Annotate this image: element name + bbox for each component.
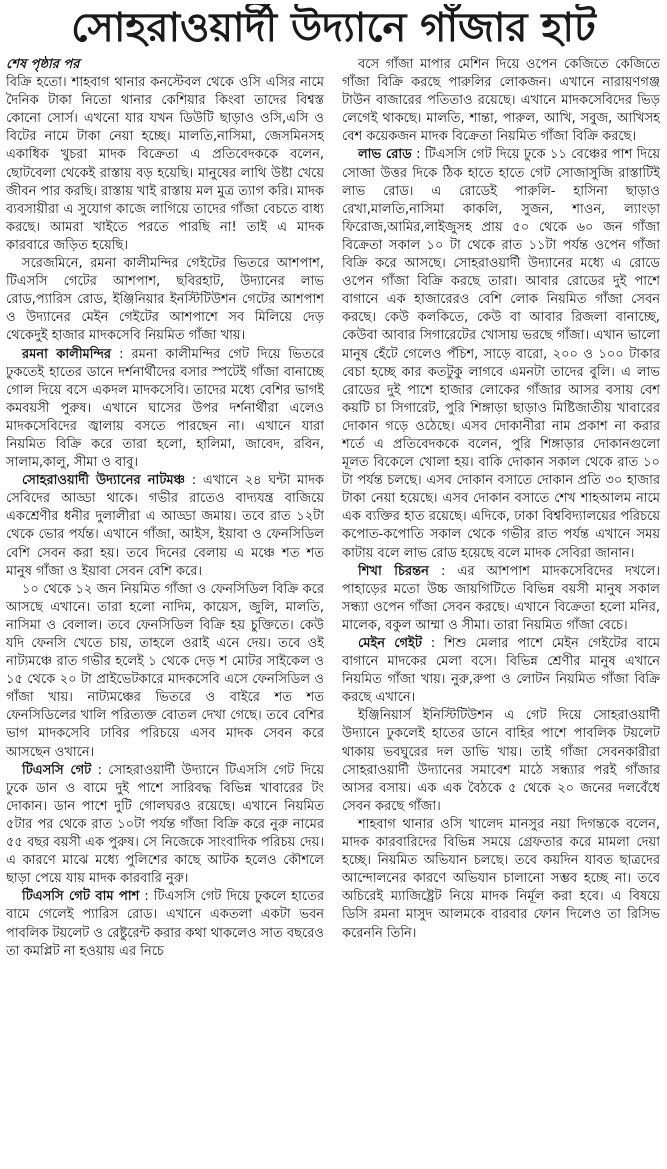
article-paragraph [6, 255, 324, 345]
article-paragraph [342, 816, 660, 943]
article-paragraph [6, 762, 324, 889]
article-paragraph [6, 581, 324, 762]
article-paragraph [6, 472, 324, 581]
article-paragraph [6, 74, 324, 255]
paragraph-text: : এর আশপাশ মাদকসেবিদের দখলে। পাহাড়ের মতো উচ্চ জায়গিটিতে বিভিন্ন বয়সী মানুষ সকাল সন্ধ্যা ওপেন গাঁজা সেবন করছে। এখানে বিক্রেতা হলো মনির, মালেক, বকুল আম্মা ও সীমা। তারা নিয়মিত গাঁজা বেচে। [342, 563, 660, 633]
paragraph-text: শাহবাগ থানার ওসি খালেদ মানসুর নয়া দিগন্তকে বলেন, মাদক কারবারিদের বিভিন্ন সময়ে গ্রেফতার করে মামলা দেয়া হচ্ছে। নিয়মিত অভিযান চলছে। তবে কয়দিন যাবত ছাত্রদের আন্দোলনের কারণে অভিযান চালানো সম্ভব হচ্ছে না। তবে অচিরেই ম্যাজিষ্ট্রেট নিয়ে মাদক নির্মূল করা হবে। এ বিষয়ে ডিসি রমনা মাসুদ আলমকে বারবার ফোন দিলেও তা রিসিভ করেননি তিনি। [342, 816, 660, 941]
paragraph-text: বসে গাঁজা মাপার মেশিন দিয়ে ওপেন কেজিতে কেজিতে গাঁজা বিক্রি করছে পারুলির লোকজন। এখানে নারায়ণগঞ্জ টাউন বাজারের পতিতাও রয়েছে। এখানে মাদকসেবিদের ভিড় লেগেই থাকছে। মালতি, শান্তা, পারুল, আখি, সবুজ, আখিসহ বেশ কয়েকজন মাদক বিক্রেতা নিয়মিত গাঁজা বিক্রি করছে। [342, 57, 660, 145]
article-paragraph [342, 146, 660, 562]
article-paragraph [342, 635, 660, 707]
paragraph-text: : রমনা কালীমন্দির গেট দিয়ে ভিতরে ঢুকতেই হাতের ডানে দর্শনার্থীদের বসার স্পটেই গাঁজা বানাচ্ছে গোল দিয়ে বসে একদল মাদকসেবি। তাদের মধ্যে বেশির ভাগই কমবয়সী পুরুষ। এখানে ঘাসের উপর দর্শনার্থীরা এলেও মাদকসেবিদের জ্বালায় বসতে পারছেন না। এখানে যারা নিয়মিত বিক্রি করে তারা হলো, হালিমা, জাবেদ, রবিন, সালাম,কালু, সীমা ও বাবু। [6, 346, 324, 471]
continued-from-label: শেষ পৃষ্ঠার পর [6, 57, 80, 72]
subheading: মেইন গেইট [358, 636, 422, 651]
subheading: শিখা চিরন্তন [358, 563, 429, 579]
headline: সোহরাওয়ার্দী উদ্যানে গাঁজার হাট [71, 5, 596, 51]
article-paragraph [342, 56, 660, 146]
paragraph-text: : এখানে ২৪ ঘন্টা মাদক সেবিদের আড্ডা থাকে। গভীর রাতেও বাদ্যযন্ত্র বাজিয়ে একশ্রেণীর ধনীর দুলালীরা এ আড্ডা জমায়। তবে রাত ১২টা থেকে ভোর পর্যন্ত। এখানে গাঁজা, আইস, ইয়াবা ও ফেনসিডিল বেশি সেবন করা হয়। তবে দিনের বেলায় এ মঞ্চে শত শত মানুষ গাঁজা ও ইয়াবা সেবন বেশি করে। [6, 473, 324, 579]
paragraph-text: : শিশু মেলার পাশে মেইন গেইটের বামে বাগানে মাদকের মেলা বসে। বিভিন্ন শ্রেণীর মানুষ এখানে নিয়মিত গাঁজা খায়। নুরু,রুপা ও লোটন নিয়মিত গাঁজা বিক্রি করছে এখানে। [342, 636, 660, 706]
subheading: লাভ রোড [358, 147, 412, 163]
subheading: টিএসসি গেট [22, 762, 92, 778]
article-paragraph [6, 346, 324, 473]
article-column-left [6, 56, 324, 1164]
paragraph-text: : সোহরাওয়ার্দী উদ্যানে টিএসসি গেট দিয়ে ঢুকে ডান ও বামে দুই পাশে সারিবদ্ধ বিভিন্ন খাবারের টং দোকান। ডান পাশে দুটি গোলঘরও রয়েছে। এখানে নিয়মিত ৫টার পর থেকে রাত ১০টা পর্যন্ত গাঁজা বিক্রি করে নুরু নামের ৫৫ বছর বয়সী এক পুরুষ। সে নিজেকে সাংবাদিক পরিচয় দেয়। এ কারণে মাঝে মধ্যে পুলিশের কাছে আটক হলেও কৌশলে ছাড়া পেয়ে যায় মাদক কারবারি নুরু। [6, 762, 324, 887]
paragraph-text: ১০ থেকে ১২ জন নিয়মিত গাঁজা ও ফেনসিডিল বিক্রি করে আসছে এখানে। তারা হলো নাদিম, কায়েস, জুলি, মালতি, নাসিমা ও বেলাল। তবে ফেনসিডিল বিক্রি হয় চুক্তিতে। কেউ যদি ফেনসি খেতে চায়, তাহলে ওরাই এনে দেয়। তবে ওই নাট্যমঞ্চে রাত গভীর হলেই ১ থেকে দেড় শ মোটর সাইকেল ও ১৫ থেকে ২০ টা প্রাইভেটকারে মাদকসেবি এসে ফেনসিডিল ও গাঁজা খায়। নাট্যমঞ্চের ভিতরে ও বাইরে শত শত ফেনসিডিলের খালি পরিত্যক্ত বোতল দেখা গেছে। তবে বেশির ভাগ মাদকসেবি ঢাবির পরিচয়ে এসব মাদক সেবন করে আসছেন ওখানে। [6, 581, 324, 760]
subheading: রমনা কালীমন্দির [22, 346, 112, 362]
paragraph-text: সরেজমিনে, রমনা কালীমন্দির গেইটের ভিতরে আশপাশ, টিএসসি গেটের আশপাশ, ছবিরহাট, উদ্যানের লাভ রোড,প্যারিস রোড, ইঞ্জিনিয়ার ইনস্টিটিউশন গেটের আশপাশ ও উদ্যানের মেইন গেইটের আশপাশে সব মিলিয়ে দেড় থেকেদুই হাজার মাদকসেবি নিয়মিত গাঁজা খায়। [6, 256, 324, 344]
subheading: টিএসসি গেট বাম পাশ [22, 889, 140, 905]
paragraph-text: : টিএসসি গেট দিয়ে ঢুকলে হাতের বামে গেলেই প্যারিস রোড। এখানে একতলা একটা ভবন পাবলিক টয়লেট ও রেষ্টুরেন্ট করার কথা থাকলেও সাত বছরেও তা কমপ্লিট না হওয়ায় এর নিচে [6, 889, 324, 959]
paragraph-text: ইঞ্জিনিয়ার্স ইনিস্টিটিউশন এ গেট দিয়ে সোহরাওয়ার্দী উদ্যানে ঢুকলেই হাতের ডানে বাহির পাশে পাবলিক টয়লেট থাকায় ভবঘুরের দল ডাভি খায়। তাই গাঁজা সেবনকারীরা সোহরাওয়ার্দী উদ্যানের সমাবেশ মাঠে সন্ধ্যার পরই গাঁজার আসর বসায়। এক এক বৈঠকে ৫ থেকে ২০ জনের দলবেঁধে সেবন করছে গাঁজা। [342, 708, 660, 814]
paragraph-text: : টিএসসি গেট দিয়ে ঢুকে ১১ বেঞ্চের পাশ দিয়ে সোজা উত্তর দিকে ঠিক হাতে হাতে গেট সোজাসুজি রাস্তাটিই লাভ রোড। এ রোডেই পারুলি- হাসিনা ছাড়াও রেখা,মালতি,নাসিমা কাকলি, সুজন, শাওন, ল্যাংড়া ফিরোজ,আমির,লাইজুসহ প্রায় ৫০ থেকে ৬০ জন গাঁজা বিক্রেতা সকাল ১০ টা থেকে রাত ১১টা পর্যন্ত ওপেন গাঁজা বিক্রি করে আসছে। সোহরাওয়ার্দী উদ্যানের মধ্যে এ রোডে ওপেন গাঁজা বিক্রি করছে তারা। আবার রোডের দুই পাশে বাগানে এক হাজারেরও বেশি লোক নিয়মিত গাঁজা সেবন করছে। কেউ কলকিতে, কেউ বা আবার রিজলা বানাচ্ছে, কেউবা আবার সিগারেটের খোসায় ভরছে গাঁজা। এখান ভালো মানুষ হেঁটে গেলেও পঁচিশ, সাড়ে বারো, ২০০ ও ১০০ টাকার বেচা হচ্ছে কার কতটুকু লাগবে এমনটা তাদের বুলি। এ লাভ রোডের দুই পাশে হাজার লোকের গাঁজার আসর বসায় বেশ কয়টি চা সিগারেট, পুরি শিঙ্গাড়া ছাড়াও মিষ্টিজাতীয় খাবারের দোকান গড়ে ওঠেছে। এসব দোকানীরা নাম প্রকাশ না করার শর্তে এ প্রতিবেদককে বলেন, পুরি শিঙ্গাড়ার দোকানগুলো মূলত বিকেলে খোলা হয়। বাকি দোকান সকাল থেকে রাত ১০ টা পর্যন্ত চলছে। এসব দোকান বসাতে দোকান প্রতি ৩০ হাজার টাকা নেয়া হয়েছে। এসব দোকান বসাতে শেখ শাহআলম নামে এক ব্যক্তির হাত রয়েছে। এদিকে, ঢাকা বিশ্ববিদ্যালয়ের পরিচয়ে কপোত-কপোতি সকাল থেকে গভীর রাত পর্যন্ত এখানে সময় কাটায় বলে লাভ রোড হয়েছে বলে মাদক সেবিরা জানান। [342, 147, 660, 561]
article-paragraph [6, 888, 324, 960]
subheading: সোহরাওয়ার্দী উদ্যানের নাটমঞ্চ [22, 473, 185, 489]
article-paragraph [342, 707, 660, 816]
article-column-right [342, 56, 660, 1164]
paragraph-text: বিক্রি হতো। শাহবাগ থানার কনস্টেবল থেকে ওসি এসির নামে দৈনিক টাকা নিতো থানার কেশিয়ার কিংবা তাদের বিশ্বস্ত কোনো সোর্স। এখনো যার যখন ডিউটি ছাড়াও ওসি,এসি ও বিটের নামে টাকা নেয়া হচ্ছে। মালতি,নাসিমা, জেসমিনসহ একাধিক খুচরা মাদক বিক্রেতা এ প্রতিবেদককে বলেন, ছোটবেলা থেকেই রাস্তায় বড় হয়েছি। মানুষের লাথি উষ্টা খেয়ে জীবন পার করছি। রাস্তায় খাই রাস্তায় মল মুত্র ত্যাগ করি। মাদক ব্যবসায়ীরা এ সুযোগ কাজে লাগিয়ে তাদের গাঁজা বেচতে বাধ্য করছে। আমরা খাইতে পরতে পারছি না! তাই এ মাদক কারবারে জড়িত হয়েছি। [6, 75, 324, 253]
article-paragraph [342, 563, 660, 635]
